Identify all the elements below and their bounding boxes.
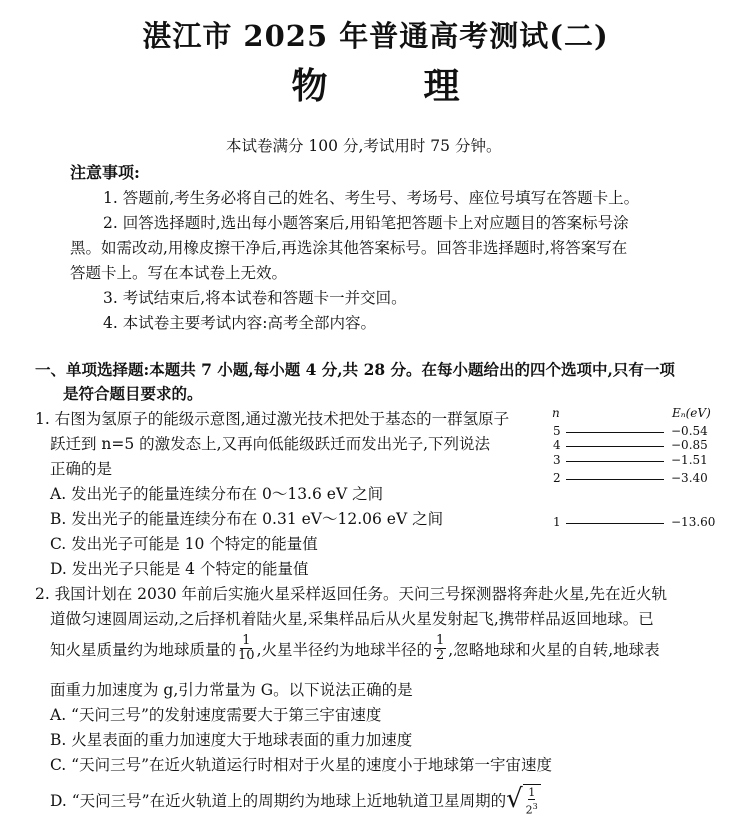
subject-char-2: 理 (423, 65, 460, 107)
q2-stem: 2. 我国计划在 2030 年前后实施火星采样返回任务。天问三号探测器将奔赴火星,先在近火轨 (35, 585, 667, 603)
q1-option-b: B. 发出光子的能量连续分布在 0.31 eV～12.06 eV 之间 (50, 510, 444, 528)
level-line (566, 432, 664, 433)
fraction-mass (238, 634, 255, 663)
q1-option-d: D. 发出光子只能是 4 个特定的能量值 (50, 560, 309, 578)
q2-stem: 面重力加速度为 g,引力常量为 G。以下说法正确的是 (50, 681, 413, 699)
notice-heading: 注意事项: (70, 163, 140, 182)
notice-line: 黑。如需改动,用橡皮擦干净后,再选涂其他答案标号。回答非选择题时,将答案写在 (70, 239, 628, 257)
q1-stem: 跃迁到 n=5 的激发态上,又再向低能级跃迁而发出光子,下列说法 (50, 435, 491, 453)
notice-line: 1. 答题前,考生务必将自己的姓名、考生号、考场号、座位号填写在答题卡上。 (103, 189, 640, 207)
q1-stem: 正确的是 (50, 460, 113, 478)
fraction-numerator: 1 (242, 633, 251, 648)
q2-text: ,忽略地球和火星的自转,地球表 (448, 640, 660, 659)
exam-title: 湛江市 2025 年普通高考测试(二) (142, 19, 609, 53)
diagram-n-label: n (552, 406, 560, 420)
exam-info: 本试卷满分 100 分,考试用时 75 分钟。 (226, 137, 502, 155)
q1-option-c: C. 发出光子可能是 10 个特定的能量值 (50, 535, 318, 553)
notice-line: 2. 回答选择题时,选出每小题答案后,用铅笔把答题卡上对应题目的答案标号涂 (103, 214, 629, 232)
section-heading: 一、单项选择题:本题共 7 小题,每小题 4 分,共 28 分。在每小题给出的四个选项中,只有一项 (35, 360, 675, 379)
radical-sign: √ (506, 784, 523, 814)
fraction-radius (434, 634, 446, 663)
q2-text: 知火星质量约为地球质量的 (50, 640, 237, 659)
fraction-numerator: 1 (436, 633, 445, 648)
q2-option-a: A. “天问三号”的发射速度需要大于第三宇宙速度 (50, 706, 382, 724)
square-root (506, 784, 541, 817)
q2-option-b: B. 火星表面的重力加速度大于地球表面的重力加速度 (50, 731, 413, 749)
level-n: 3 (553, 453, 561, 467)
q2-option-d (50, 784, 541, 817)
level-n: 4 (553, 438, 561, 452)
fraction-denominator: $2^3$ (525, 802, 538, 817)
level-line (566, 523, 664, 524)
q1-option-a: A. 发出光子的能量连续分布在 0～13.6 eV 之间 (50, 485, 384, 503)
q2-stem-fractions (50, 634, 660, 663)
radicand-fraction (523, 784, 541, 817)
level-line (566, 461, 664, 462)
level-energy: −0.85 (671, 438, 708, 452)
subject-char-1: 物 (291, 65, 328, 107)
level-energy: −1.51 (671, 453, 708, 467)
notice-line: 4. 本试卷主要考试内容:高考全部内容。 (103, 314, 376, 332)
q2-option-c: C. “天问三号”在近火轨道运行时相对于火星的速度小于地球第一宇宙速度 (50, 756, 553, 774)
subject-title (0, 58, 751, 109)
diagram-energy-label: Eₙ(eV) (672, 406, 711, 420)
section-heading-cont: 是符合题目要求的。 (63, 384, 203, 403)
level-energy: −0.54 (671, 424, 708, 438)
q2-option-d-text: D. “天问三号”在近火轨道上的周期约为地球上近地轨道卫星周期的 (50, 792, 507, 811)
q2-stem: 道做匀速圆周运动,之后择机着陆火星,采集样品后从火星发射起飞,携带样品返回地球。已 (50, 610, 654, 628)
fraction-denominator: 2 (436, 648, 445, 663)
q1-stem: 1. 右图为氢原子的能级示意图,通过激光技术把处于基态的一群氢原子 (35, 410, 510, 428)
level-n: 1 (553, 515, 561, 529)
notice-line: 答题卡上。写在本试卷上无效。 (70, 264, 288, 282)
fraction-denominator: 10 (238, 648, 255, 663)
level-line (566, 446, 664, 447)
notice-line: 3. 考试结束后,将本试卷和答题卡一并交回。 (103, 289, 407, 307)
level-n: 2 (553, 471, 561, 485)
fraction-numerator: 1 (528, 786, 536, 799)
level-line (566, 479, 664, 480)
level-n: 5 (553, 424, 561, 438)
level-energy: −13.60 (671, 515, 716, 529)
q2-text: ,火星半径约为地球半径的 (256, 640, 432, 659)
level-energy: −3.40 (671, 471, 708, 485)
